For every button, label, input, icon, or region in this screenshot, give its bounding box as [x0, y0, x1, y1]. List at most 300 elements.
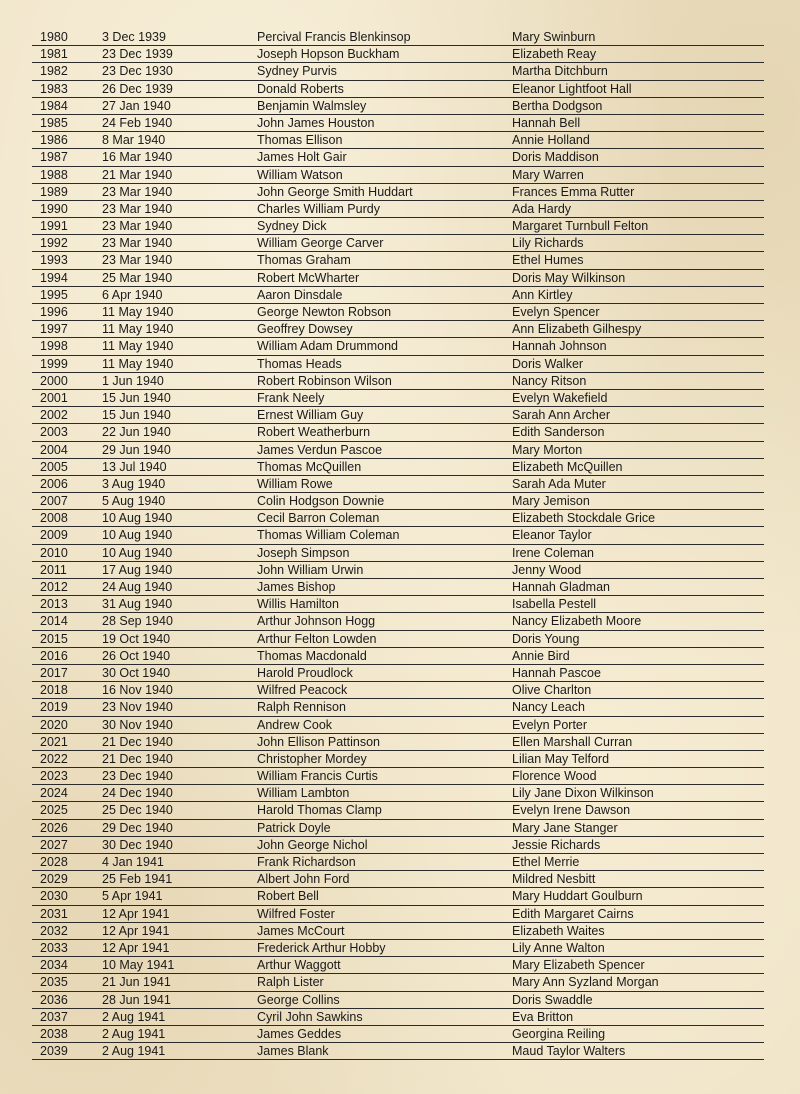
groom-name: Robert McWharter — [257, 270, 360, 285]
marriage-date: 22 Jun 1940 — [102, 425, 171, 440]
groom-name: Robert Bell — [257, 889, 319, 904]
marriage-date: 21 Dec 1940 — [102, 734, 173, 749]
entry-number: 1994 — [40, 270, 68, 285]
groom-name: Willis Hamilton — [257, 597, 339, 612]
groom-name: Cyril John Sawkins — [257, 1009, 363, 1024]
groom-name: John James Houston — [257, 115, 375, 130]
bride-name: Irene Coleman — [512, 545, 594, 560]
groom-name: Joseph Hopson Buckham — [257, 47, 400, 62]
bride-name: Doris Maddison — [512, 150, 599, 165]
table-row — [32, 338, 764, 355]
marriage-date: 11 May 1940 — [102, 305, 174, 319]
entry-number: 2000 — [40, 373, 68, 388]
marriage-date: 10 Aug 1940 — [102, 511, 173, 526]
groom-name: Frank Neely — [257, 390, 325, 405]
bride-name: Frances Emma Rutter — [512, 184, 635, 199]
table-row — [32, 46, 764, 63]
table-row — [32, 476, 764, 493]
entry-number: 1988 — [40, 167, 68, 182]
groom-name: William Adam Drummond — [257, 339, 399, 354]
groom-name: Charles William Purdy — [257, 201, 380, 216]
table-row — [32, 579, 764, 596]
bride-name: Lilian May Telford — [512, 751, 610, 766]
bride-name: Martha Ditchburn — [512, 64, 608, 79]
marriage-date: 12 Apr 1941 — [102, 940, 170, 955]
entry-number: 1980 — [40, 30, 68, 44]
groom-name: Sydney Purvis — [257, 64, 337, 79]
entry-number: 1992 — [40, 236, 68, 251]
groom-name: Ernest William Guy — [257, 408, 364, 423]
marriage-date: 12 Apr 1941 — [102, 923, 170, 938]
table-row — [32, 545, 764, 562]
table-row — [32, 149, 764, 166]
marriage-date: 13 Jul 1940 — [102, 459, 167, 474]
bride-name: Bertha Dodgson — [512, 98, 603, 113]
table-row — [32, 252, 764, 269]
bride-name: Georgina Reiling — [512, 1026, 606, 1041]
table-row — [32, 596, 764, 613]
bride-name: Hannah Johnson — [512, 339, 607, 354]
groom-name: Arthur Waggott — [257, 958, 341, 973]
marriage-date: 3 Dec 1939 — [102, 30, 166, 44]
bride-name: Mary Ann Syzland Morgan — [512, 975, 659, 990]
marriage-date: 23 Mar 1940 — [102, 219, 173, 234]
bride-name: Mildred Nesbitt — [512, 872, 596, 887]
bride-name: Lily Jane Dixon Wilkinson — [512, 786, 654, 801]
bride-name: Doris Walker — [512, 356, 584, 371]
table-row — [32, 270, 764, 287]
bride-name: Edith Margaret Cairns — [512, 906, 634, 921]
entry-number: 2006 — [40, 476, 68, 491]
table-row — [32, 132, 764, 149]
groom-name: Colin Hodgson Downie — [257, 494, 385, 509]
marriage-date: 8 Mar 1940 — [102, 133, 166, 148]
marriage-date: 2 Aug 1941 — [102, 1026, 166, 1041]
entry-number: 1999 — [40, 356, 68, 371]
groom-name: Arthur Johnson Hogg — [257, 614, 376, 629]
bride-name: Elizabeth Stockdale Grice — [512, 511, 656, 526]
marriage-date: 17 Aug 1940 — [102, 562, 173, 577]
table-row — [32, 63, 764, 80]
groom-name: Cecil Barron Coleman — [257, 511, 380, 526]
bride-name: Elizabeth McQuillen — [512, 459, 623, 474]
entry-number: 1990 — [40, 201, 68, 216]
table-row — [32, 287, 764, 304]
marriage-date: 26 Dec 1939 — [102, 81, 173, 96]
bride-name: Ethel Humes — [512, 253, 584, 268]
groom-name: Thomas William Coleman — [257, 528, 400, 543]
groom-name: James Geddes — [257, 1026, 342, 1041]
table-row — [32, 1009, 764, 1026]
marriage-date: 11 May 1940 — [102, 322, 174, 337]
entry-number: 1996 — [40, 305, 68, 319]
groom-name: James Verdun Pascoe — [257, 442, 383, 457]
entry-number: 2020 — [40, 717, 68, 732]
groom-name: Thomas Ellison — [257, 133, 343, 148]
groom-name: William Lambton — [257, 786, 350, 801]
marriage-date: 25 Dec 1940 — [102, 803, 173, 818]
table-row — [32, 1043, 764, 1060]
table-row — [32, 802, 764, 819]
entry-number: 2009 — [40, 528, 68, 543]
entry-number: 2024 — [40, 786, 68, 801]
entry-number: 1993 — [40, 253, 68, 268]
marriage-date: 10 Aug 1940 — [102, 545, 173, 560]
marriage-date: 15 Jun 1940 — [102, 408, 171, 423]
table-row — [32, 304, 764, 321]
groom-name: Harold Thomas Clamp — [257, 803, 382, 818]
bride-name: Eleanor Lightfoot Hall — [512, 81, 632, 96]
groom-name: Wilfred Foster — [257, 906, 335, 921]
bride-name: Mary Jane Stanger — [512, 820, 618, 835]
marriage-date: 24 Aug 1940 — [102, 580, 173, 594]
table-row — [32, 184, 764, 201]
entry-number: 2008 — [40, 511, 68, 526]
entry-number: 2022 — [40, 751, 68, 766]
entry-number: 1997 — [40, 322, 68, 337]
groom-name: Robert Weatherburn — [257, 425, 371, 440]
table-row — [32, 390, 764, 407]
groom-name: John George Nichol — [257, 837, 368, 852]
table-row — [32, 613, 764, 630]
bride-name: Hannah Gladman — [512, 580, 610, 594]
table-row — [32, 665, 764, 682]
entry-number: 2003 — [40, 425, 68, 440]
table-row — [32, 1026, 764, 1043]
entry-number: 2036 — [40, 992, 68, 1007]
entry-number: 2033 — [40, 940, 68, 955]
marriage-date: 26 Oct 1940 — [102, 648, 171, 663]
groom-name: Albert John Ford — [257, 872, 350, 887]
marriage-date: 21 Jun 1941 — [102, 975, 171, 990]
groom-name: Frank Richardson — [257, 855, 356, 869]
groom-name: James Holt Gair — [257, 150, 347, 165]
groom-name: George Collins — [257, 992, 340, 1007]
entry-number: 2037 — [40, 1009, 68, 1024]
table-row — [32, 442, 764, 459]
bride-name: Jessie Richards — [512, 837, 601, 852]
marriage-date: 23 Dec 1930 — [102, 64, 173, 79]
marriage-date: 3 Aug 1940 — [102, 476, 166, 491]
groom-name: Thomas Macdonald — [257, 648, 367, 663]
groom-name: William Rowe — [257, 476, 333, 491]
table-row — [32, 734, 764, 751]
table-row — [32, 923, 764, 940]
entry-number: 1998 — [40, 339, 68, 354]
marriage-date: 21 Mar 1940 — [102, 167, 173, 182]
groom-name: Aaron Dinsdale — [257, 287, 343, 302]
marriage-date: 23 Mar 1940 — [102, 201, 173, 216]
groom-name: Arthur Felton Lowden — [257, 631, 377, 646]
bride-name: Evelyn Spencer — [512, 305, 600, 319]
entry-number: 2019 — [40, 700, 68, 715]
entry-number: 2015 — [40, 631, 68, 646]
marriage-date: 23 Mar 1940 — [102, 253, 173, 268]
entry-number: 2031 — [40, 906, 68, 921]
groom-name: John George Smith Huddart — [257, 184, 413, 199]
marriage-date: 5 Aug 1940 — [102, 494, 166, 509]
bride-name: Jenny Wood — [512, 562, 582, 577]
bride-name: Lily Richards — [512, 236, 584, 251]
entry-number: 2001 — [40, 390, 68, 405]
bride-name: Hannah Pascoe — [512, 665, 601, 680]
entry-number: 1987 — [40, 150, 68, 165]
table-row — [32, 167, 764, 184]
marriage-date: 23 Mar 1940 — [102, 236, 173, 251]
table-row — [32, 888, 764, 905]
table-row — [32, 974, 764, 991]
table-row — [32, 768, 764, 785]
table-row — [32, 940, 764, 957]
bride-name: Eleanor Taylor — [512, 528, 592, 543]
entry-number: 2004 — [40, 442, 68, 457]
groom-name: George Newton Robson — [257, 305, 392, 319]
groom-name: Andrew Cook — [257, 717, 333, 732]
entry-number: 2007 — [40, 494, 68, 509]
bride-name: Mary Warren — [512, 167, 584, 182]
bride-name: Isabella Pestell — [512, 597, 597, 612]
entry-number: 2035 — [40, 975, 68, 990]
table-row — [32, 373, 764, 390]
groom-name: Geoffrey Dowsey — [257, 322, 353, 337]
entry-number: 2034 — [40, 958, 68, 973]
bride-name: Maud Taylor Walters — [512, 1044, 626, 1059]
bride-name: Ellen Marshall Curran — [512, 734, 633, 749]
bride-name: Edith Sanderson — [512, 425, 605, 440]
bride-name: Doris May Wilkinson — [512, 270, 626, 285]
table-row — [32, 631, 764, 648]
bride-name: Evelyn Irene Dawson — [512, 803, 631, 818]
marriage-date: 16 Nov 1940 — [102, 683, 173, 698]
table-row — [32, 235, 764, 252]
table-row — [32, 871, 764, 888]
bride-name: Annie Holland — [512, 133, 590, 148]
entry-number: 2025 — [40, 803, 68, 818]
groom-name: Percival Francis Blenkinsop — [257, 30, 411, 44]
groom-name: Thomas McQuillen — [257, 459, 362, 474]
marriage-date: 10 May 1941 — [102, 958, 175, 973]
bride-name: Florence Wood — [512, 769, 597, 784]
entry-number: 2011 — [40, 562, 67, 577]
marriage-date: 28 Jun 1941 — [102, 992, 171, 1007]
marriage-date: 23 Mar 1940 — [102, 184, 173, 199]
marriage-date: 16 Mar 1940 — [102, 150, 173, 165]
marriage-date: 24 Dec 1940 — [102, 786, 173, 801]
marriage-date: 30 Dec 1940 — [102, 837, 173, 852]
entry-number: 2028 — [40, 855, 68, 869]
groom-name: Benjamin Walmsley — [257, 98, 367, 113]
groom-name: Patrick Doyle — [257, 820, 331, 835]
marriage-date: 4 Jan 1941 — [102, 855, 164, 869]
table-row — [32, 115, 764, 132]
groom-name: Sydney Dick — [257, 219, 327, 234]
table-row — [32, 81, 764, 98]
entry-number: 2030 — [40, 889, 68, 904]
bride-name: Mary Jemison — [512, 494, 590, 509]
table-row — [32, 785, 764, 802]
marriage-date: 11 May 1940 — [102, 356, 174, 371]
entry-number: 2017 — [40, 665, 68, 680]
entry-number: 1985 — [40, 115, 68, 130]
groom-name: Robert Robinson Wilson — [257, 373, 392, 388]
bride-name: Elizabeth Waites — [512, 923, 605, 938]
groom-name: Frederick Arthur Hobby — [257, 940, 386, 955]
table-row — [32, 493, 764, 510]
marriage-date: 24 Feb 1940 — [102, 115, 173, 130]
marriage-date: 25 Feb 1941 — [102, 872, 173, 887]
table-row — [32, 356, 764, 373]
marriage-date: 15 Jun 1940 — [102, 390, 171, 405]
entry-number: 2039 — [40, 1044, 68, 1059]
entry-number: 2012 — [40, 580, 68, 594]
marriage-register-table — [32, 29, 764, 1060]
entry-number: 2010 — [40, 545, 68, 560]
entry-number: 1984 — [40, 98, 68, 113]
marriage-date: 29 Dec 1940 — [102, 820, 173, 835]
groom-name: Wilfred Peacock — [257, 683, 348, 698]
marriage-date: 29 Jun 1940 — [102, 442, 171, 457]
table-row — [32, 218, 764, 235]
marriage-date: 25 Mar 1940 — [102, 270, 173, 285]
entry-number: 2032 — [40, 923, 68, 938]
table-row — [32, 321, 764, 338]
groom-name: William Francis Curtis — [257, 769, 378, 784]
groom-name: Ralph Rennison — [257, 700, 346, 715]
table-row — [32, 906, 764, 923]
entry-number: 2027 — [40, 837, 68, 852]
entry-number: 2016 — [40, 648, 68, 663]
table-row — [32, 648, 764, 665]
table-row — [32, 854, 764, 871]
groom-name: William Watson — [257, 167, 343, 182]
table-row — [32, 527, 764, 544]
table-row — [32, 717, 764, 734]
entry-number: 2002 — [40, 408, 68, 423]
table-row — [32, 98, 764, 115]
groom-name: Harold Proudlock — [257, 665, 353, 680]
marriage-date: 12 Apr 1941 — [102, 906, 170, 921]
entry-number: 2026 — [40, 820, 68, 835]
entry-number: 2014 — [40, 614, 68, 629]
bride-name: Evelyn Wakefield — [512, 390, 608, 405]
table-row — [32, 29, 764, 46]
bride-name: Ethel Merrie — [512, 855, 580, 869]
entry-number: 2013 — [40, 597, 68, 612]
marriage-date: 31 Aug 1940 — [102, 597, 173, 612]
table-row — [32, 201, 764, 218]
entry-number: 1986 — [40, 133, 68, 148]
groom-name: John William Urwin — [257, 562, 364, 577]
marriage-date: 30 Oct 1940 — [102, 665, 171, 680]
bride-name: Elizabeth Reay — [512, 47, 597, 62]
bride-name: Nancy Ritson — [512, 373, 587, 388]
entry-number: 1981 — [40, 47, 68, 62]
bride-name: Ann Elizabeth Gilhespy — [512, 322, 642, 337]
entry-number: 2038 — [40, 1026, 68, 1041]
bride-name: Margaret Turnbull Felton — [512, 219, 649, 234]
table-row — [32, 424, 764, 441]
entry-number: 2029 — [40, 872, 68, 887]
entry-number: 2023 — [40, 769, 68, 784]
bride-name: Olive Charlton — [512, 683, 592, 698]
table-row — [32, 837, 764, 854]
table-row — [32, 510, 764, 527]
table-row — [32, 407, 764, 424]
entry-number: 2018 — [40, 683, 68, 698]
bride-name: Mary Morton — [512, 442, 583, 457]
groom-name: William George Carver — [257, 236, 384, 251]
marriage-date: 11 May 1940 — [102, 339, 174, 354]
marriage-date: 27 Jan 1940 — [102, 98, 171, 113]
bride-name: Eva Britton — [512, 1009, 574, 1024]
entry-number: 1983 — [40, 81, 68, 96]
groom-name: Christopher Mordey — [257, 751, 367, 766]
marriage-date: 10 Aug 1940 — [102, 528, 173, 543]
bride-name: Sarah Ann Archer — [512, 408, 610, 423]
groom-name: James McCourt — [257, 923, 345, 938]
entry-number: 1991 — [40, 219, 68, 234]
bride-name: Annie Bird — [512, 648, 570, 663]
bride-name: Mary Elizabeth Spencer — [512, 958, 645, 973]
table-row — [32, 699, 764, 716]
bride-name: Ada Hardy — [512, 201, 572, 216]
marriage-date: 23 Nov 1940 — [102, 700, 173, 715]
bride-name: Sarah Ada Muter — [512, 476, 606, 491]
marriage-date: 2 Aug 1941 — [102, 1044, 166, 1059]
bride-name: Doris Young — [512, 631, 580, 646]
marriage-date: 23 Dec 1940 — [102, 769, 173, 784]
groom-name: James Bishop — [257, 580, 336, 594]
marriage-date: 5 Apr 1941 — [102, 889, 163, 904]
groom-name: James Blank — [257, 1044, 329, 1059]
groom-name: Thomas Heads — [257, 356, 342, 371]
marriage-date: 2 Aug 1941 — [102, 1009, 166, 1024]
bride-name: Mary Swinburn — [512, 30, 596, 44]
entry-number: 2021 — [40, 734, 68, 749]
marriage-date: 21 Dec 1940 — [102, 751, 173, 766]
bride-name: Nancy Elizabeth Moore — [512, 614, 642, 629]
bride-name: Lily Anne Walton — [512, 940, 605, 955]
bride-name: Mary Huddart Goulburn — [512, 889, 643, 904]
marriage-date: 1 Jun 1940 — [102, 373, 164, 388]
entry-number: 1989 — [40, 184, 68, 199]
table-row — [32, 992, 764, 1009]
groom-name: Donald Roberts — [257, 81, 344, 96]
bride-name: Ann Kirtley — [512, 287, 573, 302]
bride-name: Evelyn Porter — [512, 717, 588, 732]
bride-name: Hannah Bell — [512, 115, 581, 130]
table-row — [32, 459, 764, 476]
marriage-date: 28 Sep 1940 — [102, 614, 173, 629]
bride-name: Nancy Leach — [512, 700, 585, 715]
groom-name: Ralph Lister — [257, 975, 324, 990]
marriage-date: 30 Nov 1940 — [102, 717, 173, 732]
entry-number: 1982 — [40, 64, 68, 79]
table-row — [32, 957, 764, 974]
entry-number: 1995 — [40, 287, 68, 302]
table-row — [32, 820, 764, 837]
bride-name: Doris Swaddle — [512, 992, 593, 1007]
table-row — [32, 562, 764, 579]
marriage-date: 6 Apr 1940 — [102, 287, 163, 302]
marriage-date: 19 Oct 1940 — [102, 631, 171, 646]
groom-name: John Ellison Pattinson — [257, 734, 380, 749]
entry-number: 2005 — [40, 459, 68, 474]
table-row — [32, 751, 764, 768]
groom-name: Thomas Graham — [257, 253, 351, 268]
marriage-date: 23 Dec 1939 — [102, 47, 173, 62]
groom-name: Joseph Simpson — [257, 545, 350, 560]
